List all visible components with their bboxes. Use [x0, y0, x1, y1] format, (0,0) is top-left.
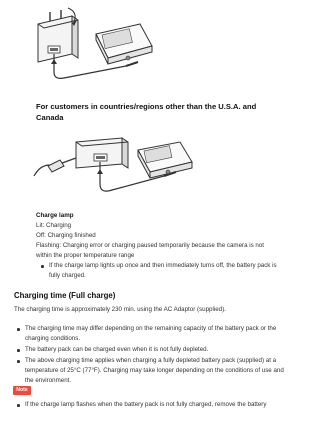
- section-heading: For customers in countries/regions other than the U.S.A. and Canada: [36, 102, 257, 122]
- list-item: If the charge lamp flashes when the battery pack is not fully charged, remove the battery: [16, 400, 292, 410]
- ac-adaptor-power-cord-illustration: [30, 132, 196, 204]
- camera-body: [96, 24, 152, 64]
- usb-port: [48, 46, 60, 53]
- insert-arrow-icon: [51, 59, 57, 64]
- ac-adaptor-body: [76, 138, 128, 168]
- camera-body: [138, 142, 192, 178]
- ac-adaptor-wall-plug-illustration: [28, 2, 168, 90]
- charge-lamp-flashing-cont: within the proper temperature range: [36, 252, 135, 259]
- charge-lamp-notes: [40, 261, 280, 282]
- charging-time-notes: [16, 324, 286, 387]
- camera-connector: [126, 62, 138, 66]
- charge-lamp-off: Off: Charging finished: [36, 232, 96, 239]
- charge-lamp-title: Charge lamp: [36, 212, 74, 219]
- note-badge: Note: [13, 386, 31, 395]
- note-list: [16, 400, 292, 411]
- usb-port: [94, 154, 107, 161]
- power-cord-plug: [48, 160, 64, 172]
- list-item: The above charging time applies when charging a fully depleted battery pack (supplied) at a temperature of 25°C (77°F). Charging may take longer depending on the conditions of use and the environment.: [16, 356, 286, 386]
- list-item: If the charge lamp lights up once and then immediately turns off, the battery pack is fully charged.: [40, 261, 280, 281]
- insert-arrow-icon: [97, 169, 103, 174]
- charging-time-intro: The charging time is approximately 230 min. using the AC Adaptor (supplied).: [14, 306, 226, 313]
- ac-adaptor-body: [38, 16, 78, 62]
- list-item: The charging time may differ depending on the remaining capacity of the battery pack or the charging conditions.: [16, 324, 286, 344]
- charge-lamp-flashing: Flashing: Charging error or charging paused temporarily because the camera is not: [36, 242, 265, 249]
- charging-time-heading: Charging time (Full charge): [14, 291, 116, 300]
- charge-lamp-indicator: [126, 56, 130, 60]
- charge-lamp-lit: Lit: Charging: [36, 222, 72, 229]
- list-item: The battery pack can be charged even when it is not fully depleted.: [16, 345, 286, 355]
